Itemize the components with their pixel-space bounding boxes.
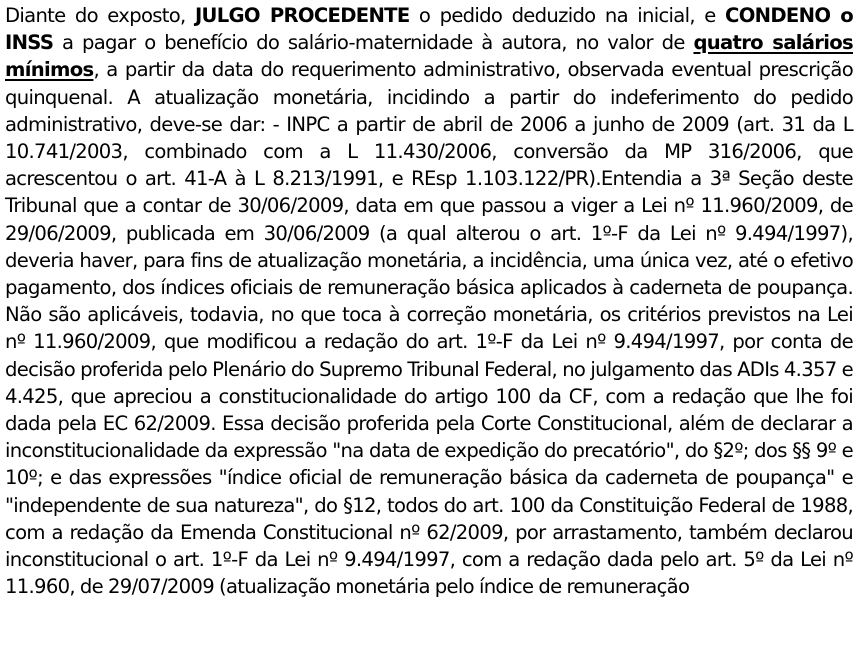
text-segment-3: a pagar o benefício do salário-maternidade à autora, no valor de	[53, 31, 694, 55]
document-body	[5, 2, 853, 600]
text-segment-2: o pedido deduzido na inicial, e	[409, 4, 726, 27]
text-segment-1: Diante do exposto,	[5, 4, 195, 27]
text-segment-4: , a partir da data do requerimento administrativo, observada eventual prescrição quinquenal. A atualização monetária, incidindo a partir do indeferimento do pedido administrativo, deve-se dar: - INPC a partir de abril de 2006 a junho de 2009 (art. 31 da L 10.741/2003, combinado com a L 11.430/2006, conversão da MP 316/2006, que acrescentou o art. 41-A à L 8.213/1991, e REsp 1.103.122/PR).Entendia a 3ª Seção deste Tribunal que a contar de 30/06/2009, data em que passou a viger a Lei nº 11.960/2009, de 29/06/2009, publicada em 30/06/2009 (a qual alterou o art. 1º-F da Lei nº 9.494/1997), deveria haver, para fins de atualização monetária, a incidência, uma única vez, até o efetivo pagamento, dos índices oficiais de remuneração básica aplicados à caderneta de poupança. Não são aplicáveis, todavia, no que toca à correção monetária, os critérios previstos na Lei nº 11.960/2009, que modificou a redação do art. 1º-F da Lei nº 9.494/1997, por conta de decisão proferida pelo Plenário do Supremo Tribunal Federal, no julgamento das ADIs 4.357 e 4.425, que apreciou a constitucionalidade do artigo 100 da CF, com a redação que lhe foi dada pela EC 62/2009. Essa decisão proferida pela Corte Constitucional, além de declarar a inconstitucionalidade da expressão "na data de expedição do precatório", do §2º; dos §§ 9º e 10º; e das expressões "índice oficial de remuneração básica da caderneta de poupança" e "independente de sua natureza", do §12, todos do art. 100 da Constituição Federal de 1988, com a redação da Emenda Constitucional nº 62/2009, por arrastamento, também declarou inconstitucional o art. 1º-F da Lei nº 9.494/1997, com a redação dada pelo art. 5º da Lei nº 11.960, de 29/07/2009 (atualização monetária pelo índice de remuneração	[5, 58, 853, 599]
emphasis-quatro-salarios: quatro salários mínimos	[5, 31, 853, 82]
emphasis-condeno-inss: CONDENO o INSS	[5, 4, 854, 55]
emphasis-julgo-procedente: JULGO PROCEDENTE	[194, 4, 410, 27]
